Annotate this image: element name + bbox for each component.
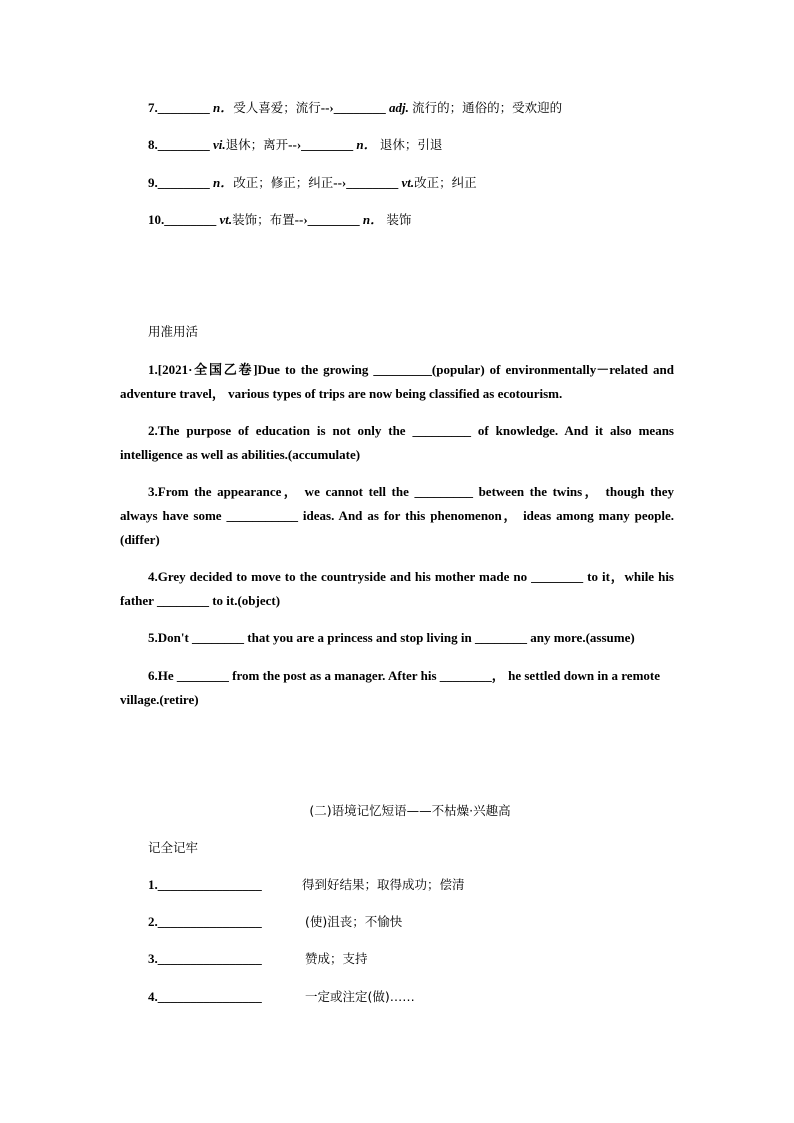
part-of-speech: vt.	[401, 175, 415, 190]
arrow: --›	[333, 175, 347, 190]
arrow: --›	[320, 100, 334, 115]
part-of-speech: n．	[213, 100, 234, 115]
sentence-number: 5.	[148, 630, 158, 645]
arrow: --›	[288, 137, 302, 152]
phrase-item-3	[148, 950, 262, 968]
usage-sentence-4	[120, 565, 674, 613]
vocab-item-10	[148, 211, 411, 229]
definition: 装饰；布置	[232, 212, 295, 227]
phrase-section-title: (二)语境记忆短语——不枯燥·兴趣高	[309, 803, 511, 818]
part-of-speech: n．	[213, 175, 234, 190]
part-of-speech: n．	[356, 137, 377, 152]
sentence-text: The purpose of education is not only the _________ of knowledge. And it also means intelligence as well as abilities.(accumulate)	[120, 423, 674, 462]
blank[interactable]: ________________	[157, 951, 262, 966]
usage-sentence-5	[120, 626, 674, 650]
blank[interactable]: ________	[346, 175, 399, 190]
blank[interactable]: ________	[307, 212, 360, 227]
vocab-item-8	[148, 136, 442, 154]
blank[interactable]: ________	[333, 100, 386, 115]
part-of-speech: n．	[362, 212, 384, 227]
phrase-meaning-4: 一定或注定(做)……	[305, 989, 415, 1004]
blank[interactable]: ________	[157, 137, 210, 152]
definition: 退休；引退	[379, 137, 443, 152]
item-number: 9.	[148, 175, 158, 190]
sentence-number: 4.	[148, 569, 158, 584]
phrase-item-2	[148, 913, 262, 931]
usage-sentence-1	[120, 358, 674, 406]
part-of-speech: vi.	[213, 137, 226, 152]
definition: 装饰	[386, 212, 412, 227]
phrase-section-heading: 记全记牢	[148, 840, 199, 855]
sentence-text: Don't ________ that you are a princess and stop living in ________ any more.(assume)	[157, 630, 635, 645]
item-number: 4.	[148, 989, 158, 1004]
sentence-number: 1.	[148, 362, 158, 377]
blank[interactable]: ________________	[157, 914, 262, 929]
vocab-item-7	[148, 99, 562, 117]
arrow: --›	[294, 212, 308, 227]
phrase-meaning-3: 赞成；支持	[305, 951, 368, 966]
sentence-text: [2021·全国乙卷]Due to the growing _________(popular) of environmentally－related and adventure travel， various types of trips are now being classified as ecotourism.	[120, 362, 674, 401]
vocab-item-9	[148, 174, 477, 192]
sentence-text: He ________ from the post as a manager. After his ________， he settled down in a remote village.(retire)	[120, 668, 660, 707]
definition: 改正；修正；纠正	[233, 175, 334, 190]
item-number: 3.	[148, 951, 158, 966]
blank[interactable]: ________	[164, 212, 217, 227]
definition: 流行的；通俗的；受欢迎的	[412, 100, 563, 115]
phrase-meaning-1: 得到好结果；取得成功；偿清	[302, 877, 465, 892]
phrase-item-4	[148, 988, 262, 1006]
definition: 退休；离开	[225, 137, 289, 152]
part-of-speech: vt.	[219, 212, 233, 227]
sentence-text: From the appearance， we cannot tell the _________ between the twins， though they always have some ___________ ideas. And as for this phenomenon， ideas among many people.(differ)	[120, 484, 674, 547]
item-number: 2.	[148, 914, 158, 929]
item-number: 1.	[148, 877, 158, 892]
item-number: 7.	[148, 100, 158, 115]
blank[interactable]: ________	[157, 175, 210, 190]
item-number: 8.	[148, 137, 158, 152]
usage-sentence-2	[120, 419, 674, 467]
item-number: 10.	[148, 212, 165, 227]
usage-sentence-6	[120, 664, 660, 712]
blank[interactable]: ________	[301, 137, 354, 152]
definition: 改正；纠正	[414, 175, 477, 190]
sentence-number: 6.	[148, 668, 158, 683]
phrase-meaning-2: (使)沮丧；不愉快	[305, 914, 403, 929]
blank[interactable]: ________	[157, 100, 210, 115]
phrase-item-1	[148, 876, 262, 894]
usage-sentence-3	[120, 480, 674, 552]
sentence-text: Grey decided to move to the countryside and his mother made no ________ to it，while his father ________ to it.(object)	[120, 569, 674, 608]
usage-section-heading: 用准用活	[148, 324, 199, 339]
sentence-number: 3.	[148, 484, 158, 499]
blank[interactable]: ________________	[157, 989, 262, 1004]
sentence-number: 2.	[148, 423, 158, 438]
blank[interactable]: ________________	[157, 877, 262, 892]
definition: 受人喜爱；流行	[233, 100, 321, 115]
part-of-speech: adj.	[389, 100, 409, 115]
